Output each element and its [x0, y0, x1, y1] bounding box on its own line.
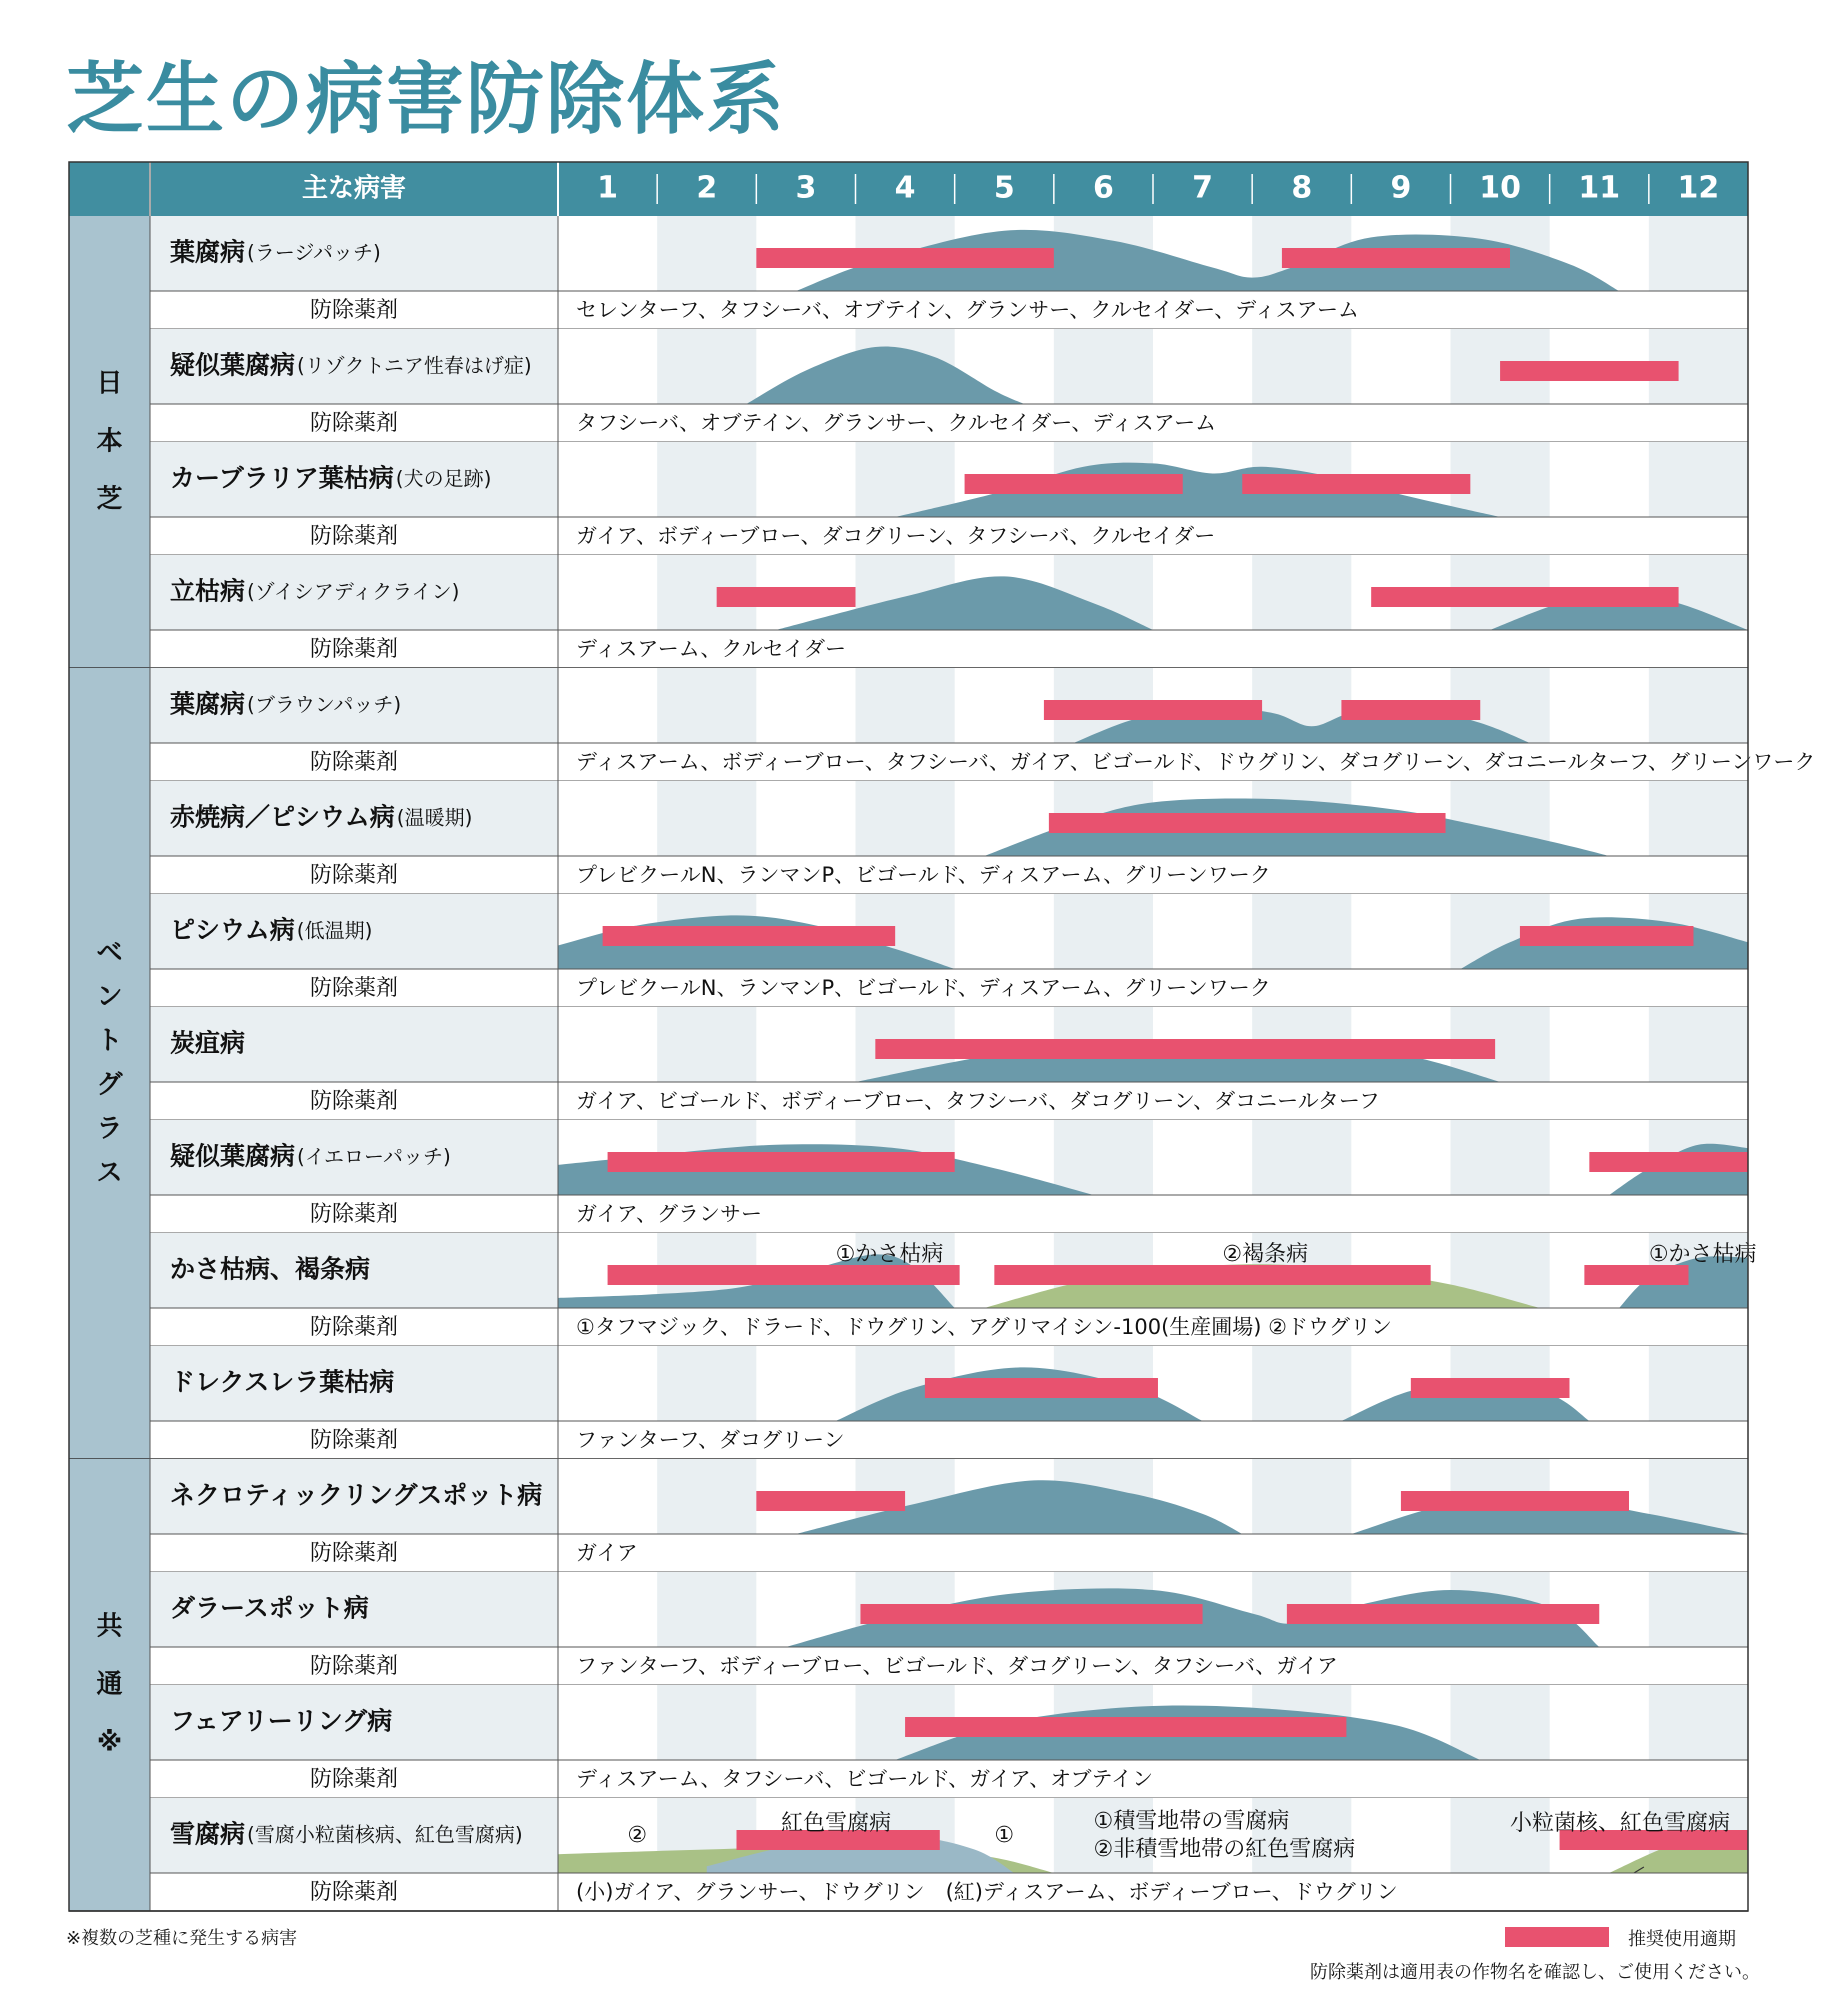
month-stripe: [1054, 894, 1153, 969]
group-label-char: ※: [96, 1727, 123, 1758]
month-stripe: [1252, 1346, 1351, 1421]
disease-name: かさ枯病、褐条病: [170, 1254, 371, 1284]
page-title: 芝生の病害防除体系: [66, 55, 787, 145]
recommended-period-bar: [925, 1378, 1158, 1398]
month-stripe: [1252, 1459, 1351, 1534]
fungicide-list: (小)ガイア、グランサー、ドウグリン (紅)ディスアーム、ボディーブロー、ドウグリン: [576, 1880, 1398, 1904]
month-stripe: [657, 1459, 756, 1534]
month-stripe: [657, 1572, 756, 1647]
header-month: 2: [696, 170, 718, 206]
disease-name: ダラースポット病: [170, 1593, 369, 1623]
recommended-period-bar: [875, 1039, 1495, 1059]
recommended-period-bar: [1049, 813, 1446, 833]
disease-name: 立枯病 (ゾイシアディクライン): [170, 576, 460, 606]
chart-annotation: ②: [627, 1823, 648, 1848]
group-label-char: ン: [96, 982, 123, 1012]
fungicide-list: ファンターフ、ボディーブロー、ビゴールド、ダコグリーン、タフシーバ、ガイア: [576, 1654, 1338, 1678]
fungicide-list: ガイア: [576, 1541, 638, 1565]
disease-name: カーブラリア葉枯病 (犬の足跡): [170, 463, 492, 493]
month-stripe: [1649, 1346, 1748, 1421]
fungicide-label: 防除薬剤: [309, 411, 399, 436]
chart-annotation: ①かさ枯病: [1648, 1242, 1757, 1267]
recommended-period-bar: [603, 926, 896, 946]
fungicide-label: 防除薬剤: [309, 1767, 399, 1792]
month-stripe: [1649, 781, 1748, 856]
chart-annotation: ②非積雪地帯の紅色雪腐病: [1093, 1837, 1356, 1862]
group-label-char: ス: [96, 1158, 123, 1188]
recommended-period-bar: [994, 1265, 1430, 1285]
month-stripe: [1252, 894, 1351, 969]
header-disease-label: 主な病害: [301, 173, 407, 204]
fungicide-list: プレビクールN、ランマンP、ビゴールド、ディスアーム、グリーンワーク: [576, 863, 1271, 887]
group-label-char: 日: [96, 368, 123, 399]
chart-annotation: 小粒菌核、紅色雪腐病: [1510, 1811, 1731, 1836]
fungicide-label: 防除薬剤: [309, 1315, 399, 1340]
month-stripe: [657, 1685, 756, 1760]
recommended-period-bar: [1589, 1152, 1748, 1172]
chart-annotation: ②褐条病: [1222, 1242, 1309, 1267]
caution-note: 防除薬剤は適用表の作物名を確認し、ご使用ください。: [1310, 1962, 1760, 1983]
recommended-period-bar: [717, 587, 856, 607]
month-stripe: [657, 216, 756, 291]
header-month: 4: [894, 170, 916, 206]
month-stripe: [856, 442, 955, 517]
recommended-period-bar: [608, 1152, 955, 1172]
disease-name: 葉腐病 (ラージパッチ): [170, 237, 381, 267]
month-stripe: [657, 442, 756, 517]
group-label-char: ラ: [96, 1114, 123, 1144]
recommended-period-bar: [756, 248, 1053, 268]
fungicide-label: 防除薬剤: [309, 976, 399, 1001]
fungicide-list: ファンターフ、ダコグリーン: [576, 1428, 845, 1452]
disease-name: フェアリーリング病: [170, 1706, 393, 1736]
month-stripe: [1649, 216, 1748, 291]
month-stripe: [1649, 1685, 1748, 1760]
recommended-period-bar: [1371, 587, 1678, 607]
group-label-char: 本: [96, 426, 123, 457]
fungicide-list: ガイア、ボディーブロー、ダコグリーン、タフシーバ、クルセイダー: [576, 524, 1216, 548]
recommended-period-bar: [1500, 361, 1679, 381]
recommended-period-bar: [1411, 1378, 1570, 1398]
fungicide-label: 防除薬剤: [309, 863, 399, 888]
fungicide-list: セレンターフ、タフシーバ、オブテイン、グランサー、クルセイダー、ディスアーム: [576, 298, 1359, 322]
fungicide-label: 防除薬剤: [309, 1654, 399, 1679]
month-stripe: [1649, 1007, 1748, 1082]
header-month: 8: [1291, 170, 1313, 206]
month-stripe: [1054, 1120, 1153, 1195]
month-stripe: [657, 668, 756, 743]
recommended-period-bar: [608, 1265, 960, 1285]
fungicide-list: ディスアーム、クルセイダー: [576, 637, 847, 661]
fungicide-list: ディスアーム、ボディーブロー、タフシーバ、ガイア、ビゴールド、ドウグリン、ダコグリーン、ダコニールターフ、グリーンワーク: [576, 750, 1816, 774]
header-month: 10: [1479, 170, 1521, 206]
header-month: 6: [1092, 170, 1114, 206]
group-label-char: ベ: [96, 938, 123, 968]
group-cell: [69, 668, 150, 1459]
month-stripe: [1451, 1685, 1550, 1760]
recommended-period-bar: [905, 1717, 1346, 1737]
group-label-char: グ: [96, 1070, 123, 1100]
footnote: ※複数の芝種に発生する病害: [66, 1928, 298, 1949]
group-label-char: 芝: [96, 484, 123, 515]
recommended-period-bar: [1282, 248, 1510, 268]
disease-name: 疑似葉腐病 (イエローパッチ): [170, 1141, 451, 1171]
fungicide-list: ①タフマジック、ドラード、ドウグリン、アグリマイシン-100(生産圃場) ②ドウグリン: [576, 1315, 1392, 1339]
month-stripe: [657, 781, 756, 856]
recommended-period-bar: [756, 1491, 905, 1511]
month-stripe: [1451, 1120, 1550, 1195]
fungicide-list: タフシーバ、オブテイン、グランサー、クルセイダー、ディスアーム: [576, 411, 1217, 435]
month-stripe: [657, 1346, 756, 1421]
chart-annotation: 紅色雪腐病: [781, 1811, 892, 1836]
chart-annotation: ①積雪地帯の雪腐病: [1093, 1809, 1290, 1834]
recommended-period-bar: [1520, 926, 1694, 946]
recommended-period-bar: [1287, 1604, 1599, 1624]
group-label-char: ト: [96, 1026, 123, 1056]
group-label-char: 共: [96, 1611, 123, 1642]
header-month: 9: [1390, 170, 1412, 206]
recommended-period-bar: [1401, 1491, 1629, 1511]
recommended-period-bar: [1044, 700, 1262, 720]
header-month: 5: [993, 170, 1015, 206]
header-month: 7: [1192, 170, 1214, 206]
header-month: 12: [1677, 170, 1720, 206]
header-month: 3: [795, 170, 817, 206]
month-stripe: [856, 781, 955, 856]
recommended-period-bar: [965, 474, 1183, 494]
header-month: 11: [1578, 170, 1621, 206]
chart-annotation: ①かさ枯病: [835, 1242, 944, 1267]
fungicide-label: 防除薬剤: [309, 524, 399, 549]
fungicide-label: 防除薬剤: [309, 298, 399, 323]
month-stripe: [1252, 555, 1351, 630]
month-stripe: [1252, 1120, 1351, 1195]
month-stripe: [1054, 329, 1153, 404]
month-stripe: [1252, 329, 1351, 404]
fungicide-list: ディスアーム、タフシーバ、ビゴールド、ガイア、オブテイン: [576, 1767, 1154, 1791]
group-label-char: 通: [96, 1669, 123, 1700]
recommended-period-bar: [1242, 474, 1470, 494]
disease-name: ドレクスレラ葉枯病: [170, 1367, 395, 1397]
disease-name: ネクロティックリングスポット病: [170, 1480, 543, 1510]
legend-label: 推奨使用適期: [1628, 1929, 1736, 1950]
disease-name: 炭疽病: [170, 1028, 246, 1058]
disease-name: ピシウム病 (低温期): [170, 915, 373, 945]
disease-name: 葉腐病 (ブラウンパッチ): [170, 689, 402, 719]
month-stripe: [657, 1007, 756, 1082]
fungicide-list: プレビクールN、ランマンP、ビゴールド、ディスアーム、グリーンワーク: [576, 976, 1271, 1000]
month-stripe: [657, 329, 756, 404]
month-stripe: [1649, 668, 1748, 743]
header-month: 1: [597, 170, 619, 206]
legend-swatch: [1505, 1927, 1609, 1947]
fungicide-label: 防除薬剤: [309, 1880, 399, 1905]
disease-name: 赤焼病／ピシウム病 (温暖期): [170, 802, 473, 832]
disease-name: 疑似葉腐病 (リゾクトニア性春はげ症): [170, 350, 532, 380]
fungicide-label: 防除薬剤: [309, 1541, 399, 1566]
recommended-period-bar: [1341, 700, 1480, 720]
fungicide-label: 防除薬剤: [309, 750, 399, 775]
chart-annotation: ①: [994, 1823, 1015, 1848]
recommended-period-bar: [860, 1604, 1202, 1624]
fungicide-label: 防除薬剤: [309, 1428, 399, 1453]
month-stripe: [1649, 1572, 1748, 1647]
disease-name: 雪腐病 (雪腐小粒菌核病、紅色雪腐病): [170, 1819, 523, 1849]
recommended-period-bar: [1584, 1265, 1688, 1285]
fungicide-list: ガイア、ビゴールド、ボディーブロー、タフシーバ、ダコグリーン、ダコニールターフ: [576, 1089, 1380, 1113]
fungicide-list: ガイア、グランサー: [576, 1202, 763, 1226]
month-stripe: [856, 668, 955, 743]
fungicide-label: 防除薬剤: [309, 637, 399, 662]
fungicide-label: 防除薬剤: [309, 1202, 399, 1227]
month-stripe: [1649, 442, 1748, 517]
fungicide-label: 防除薬剤: [309, 1089, 399, 1114]
